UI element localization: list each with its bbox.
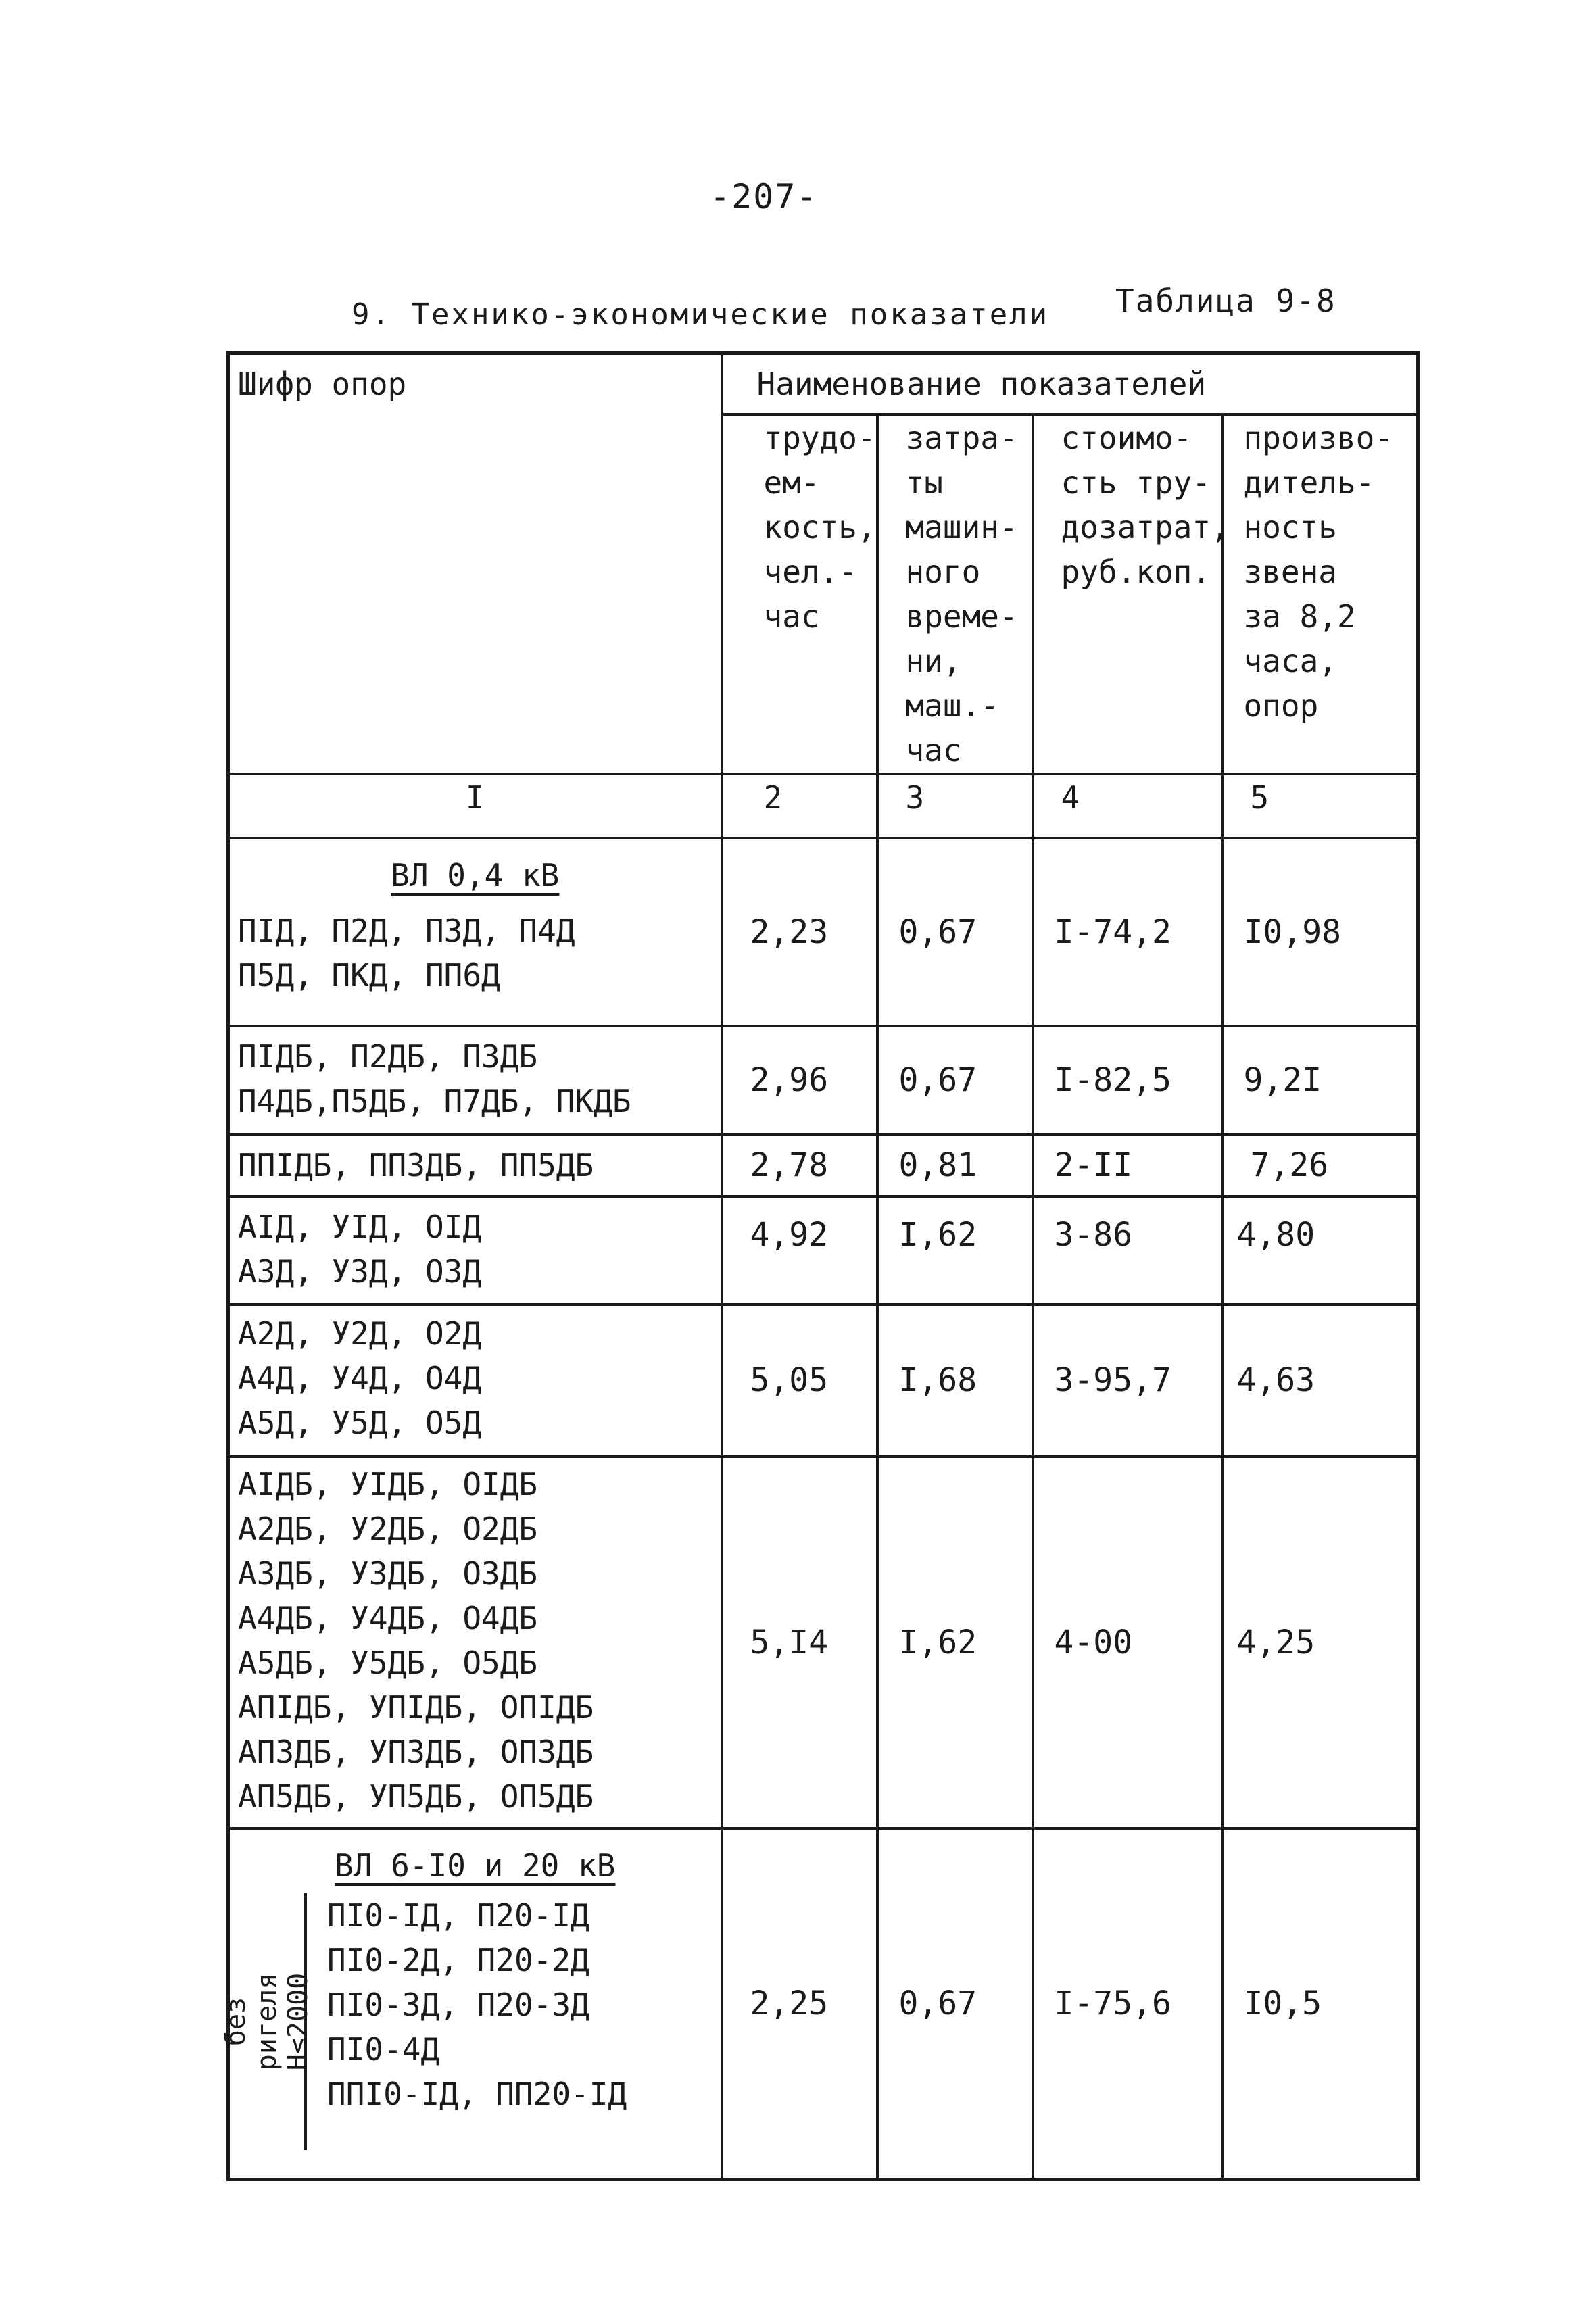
section-heading-6-20kv: ВЛ 6-I0 и 20 кВ — [335, 1847, 616, 1884]
table-row — [228, 1134, 1418, 1196]
side-label-text: без ригеля Н≤2000 — [220, 1972, 314, 2070]
machine-time-value: 0,67 — [877, 838, 1033, 1026]
labor-cost-value: 4-00 — [1033, 1457, 1222, 1828]
machine-time-value: I,62 — [877, 1457, 1033, 1828]
support-code: ПI0-2Д, П20-2Д — [327, 1941, 589, 1978]
table-row — [228, 1196, 1418, 1305]
support-code: А5ДБ, У5ДБ, О5ДБ — [238, 1644, 538, 1681]
support-code: АПIДБ, УПIДБ, ОПIДБ — [238, 1688, 594, 1726]
support-code: П4ДБ,П5ДБ, П7ДБ, ПКДБ — [238, 1082, 631, 1119]
column-number: 4 — [1033, 774, 1222, 838]
productivity-value: 9,2I — [1222, 1026, 1418, 1134]
support-code: ПI0-IД, П20-IД — [327, 1897, 589, 1934]
header-support-code: Шифр опор — [228, 354, 722, 774]
productivity-value: 7,26 — [1222, 1134, 1418, 1196]
table-row — [228, 1305, 1418, 1457]
productivity-value: I0,5 — [1222, 1828, 1418, 2180]
labor-cost-value: 3-86 — [1033, 1196, 1222, 1305]
support-code: АIДБ, УIДБ, ОIДБ — [238, 1465, 538, 1503]
labor-intensity-value: 4,92 — [722, 1196, 877, 1305]
support-code: ПI0-3Д, П20-3Д — [327, 1986, 589, 2023]
section-title: 9. Технико-экономические показатели — [352, 297, 1050, 332]
support-code: ПI0-4Д — [327, 2030, 440, 2068]
machine-time-value: I,68 — [877, 1305, 1033, 1457]
productivity-value: 4,63 — [1222, 1305, 1418, 1457]
support-code: А3Д, У3Д, О3Д — [238, 1252, 482, 1290]
support-code: П5Д, ПКД, ПП6Д — [238, 956, 500, 994]
machine-time-value: I,62 — [877, 1196, 1033, 1305]
support-code: ППI0-IД, ПП20-IД — [327, 2075, 627, 2112]
support-code: АП5ДБ, УП5ДБ, ОП5ДБ — [238, 1778, 594, 1815]
side-label-no-crossarm — [220, 1893, 314, 2150]
header-productivity: произво- дитель- ность звена за 8,2 часа, опор — [1222, 414, 1418, 774]
machine-time-value: 0,81 — [877, 1134, 1033, 1196]
labor-intensity-value: 5,I4 — [722, 1457, 877, 1828]
labor-cost-value: 2-II — [1033, 1134, 1222, 1196]
column-number: 5 — [1222, 774, 1418, 838]
column-number: 2 — [722, 774, 877, 838]
labor-intensity-value: 2,23 — [722, 838, 877, 1026]
column-number: I — [228, 774, 722, 838]
labor-intensity-value: 5,05 — [722, 1305, 877, 1457]
table-row — [228, 1457, 1418, 1828]
support-code: А2Д, У2Д, О2Д — [238, 1315, 482, 1352]
labor-cost-value: I-75,6 — [1033, 1828, 1222, 2180]
table-row — [228, 1828, 1418, 2180]
page-number: -207- — [710, 177, 819, 216]
header-machine-time: затра- ты машин- ного време- ни, маш.- час — [877, 414, 1033, 774]
header-indicators: Наименование показателей — [722, 354, 1418, 414]
support-code: А4ДБ, У4ДБ, О4ДБ — [238, 1599, 538, 1636]
support-code: ПIД, П2Д, П3Д, П4Д — [238, 912, 575, 949]
header-labor-intensity: трудо- ем- кость, чел.- час — [722, 414, 877, 774]
labor-intensity-value: 2,25 — [722, 1828, 877, 2180]
labor-cost-value: I-82,5 — [1033, 1026, 1222, 1134]
support-code: АП3ДБ, УП3ДБ, ОП3ДБ — [238, 1733, 594, 1770]
machine-time-value: 0,67 — [877, 1828, 1033, 2180]
support-code: А5Д, У5Д, О5Д — [238, 1404, 482, 1441]
support-code: АIД, УIД, ОIД — [238, 1208, 482, 1245]
indicators-table — [220, 351, 1420, 2181]
productivity-value: I0,98 — [1222, 838, 1418, 1026]
productivity-value: 4,80 — [1222, 1196, 1418, 1305]
table-row — [228, 838, 1418, 1026]
machine-time-value: 0,67 — [877, 1026, 1033, 1134]
column-number: 3 — [877, 774, 1033, 838]
support-code: А4Д, У4Д, О4Д — [238, 1359, 482, 1396]
support-code: А2ДБ, У2ДБ, О2ДБ — [238, 1510, 538, 1547]
table-label: Таблица 9-8 — [1115, 283, 1336, 319]
productivity-value: 4,25 — [1222, 1457, 1418, 1828]
labor-cost-value: I-74,2 — [1033, 838, 1222, 1026]
support-code: А3ДБ, У3ДБ, О3ДБ — [238, 1555, 538, 1592]
labor-intensity-value: 2,78 — [722, 1134, 877, 1196]
labor-intensity-value: 2,96 — [722, 1026, 877, 1134]
support-code: ПIДБ, П2ДБ, П3ДБ — [238, 1038, 538, 1075]
section-heading-0.4kv: ВЛ 0,4 кВ — [391, 856, 560, 894]
support-code: ППIДБ, ПП3ДБ, ПП5ДБ — [238, 1146, 594, 1184]
labor-cost-value: 3-95,7 — [1033, 1305, 1222, 1457]
header-labor-cost: стоимо- сть тру- дозатрат, руб.коп. — [1033, 414, 1222, 774]
table-row — [228, 1026, 1418, 1134]
